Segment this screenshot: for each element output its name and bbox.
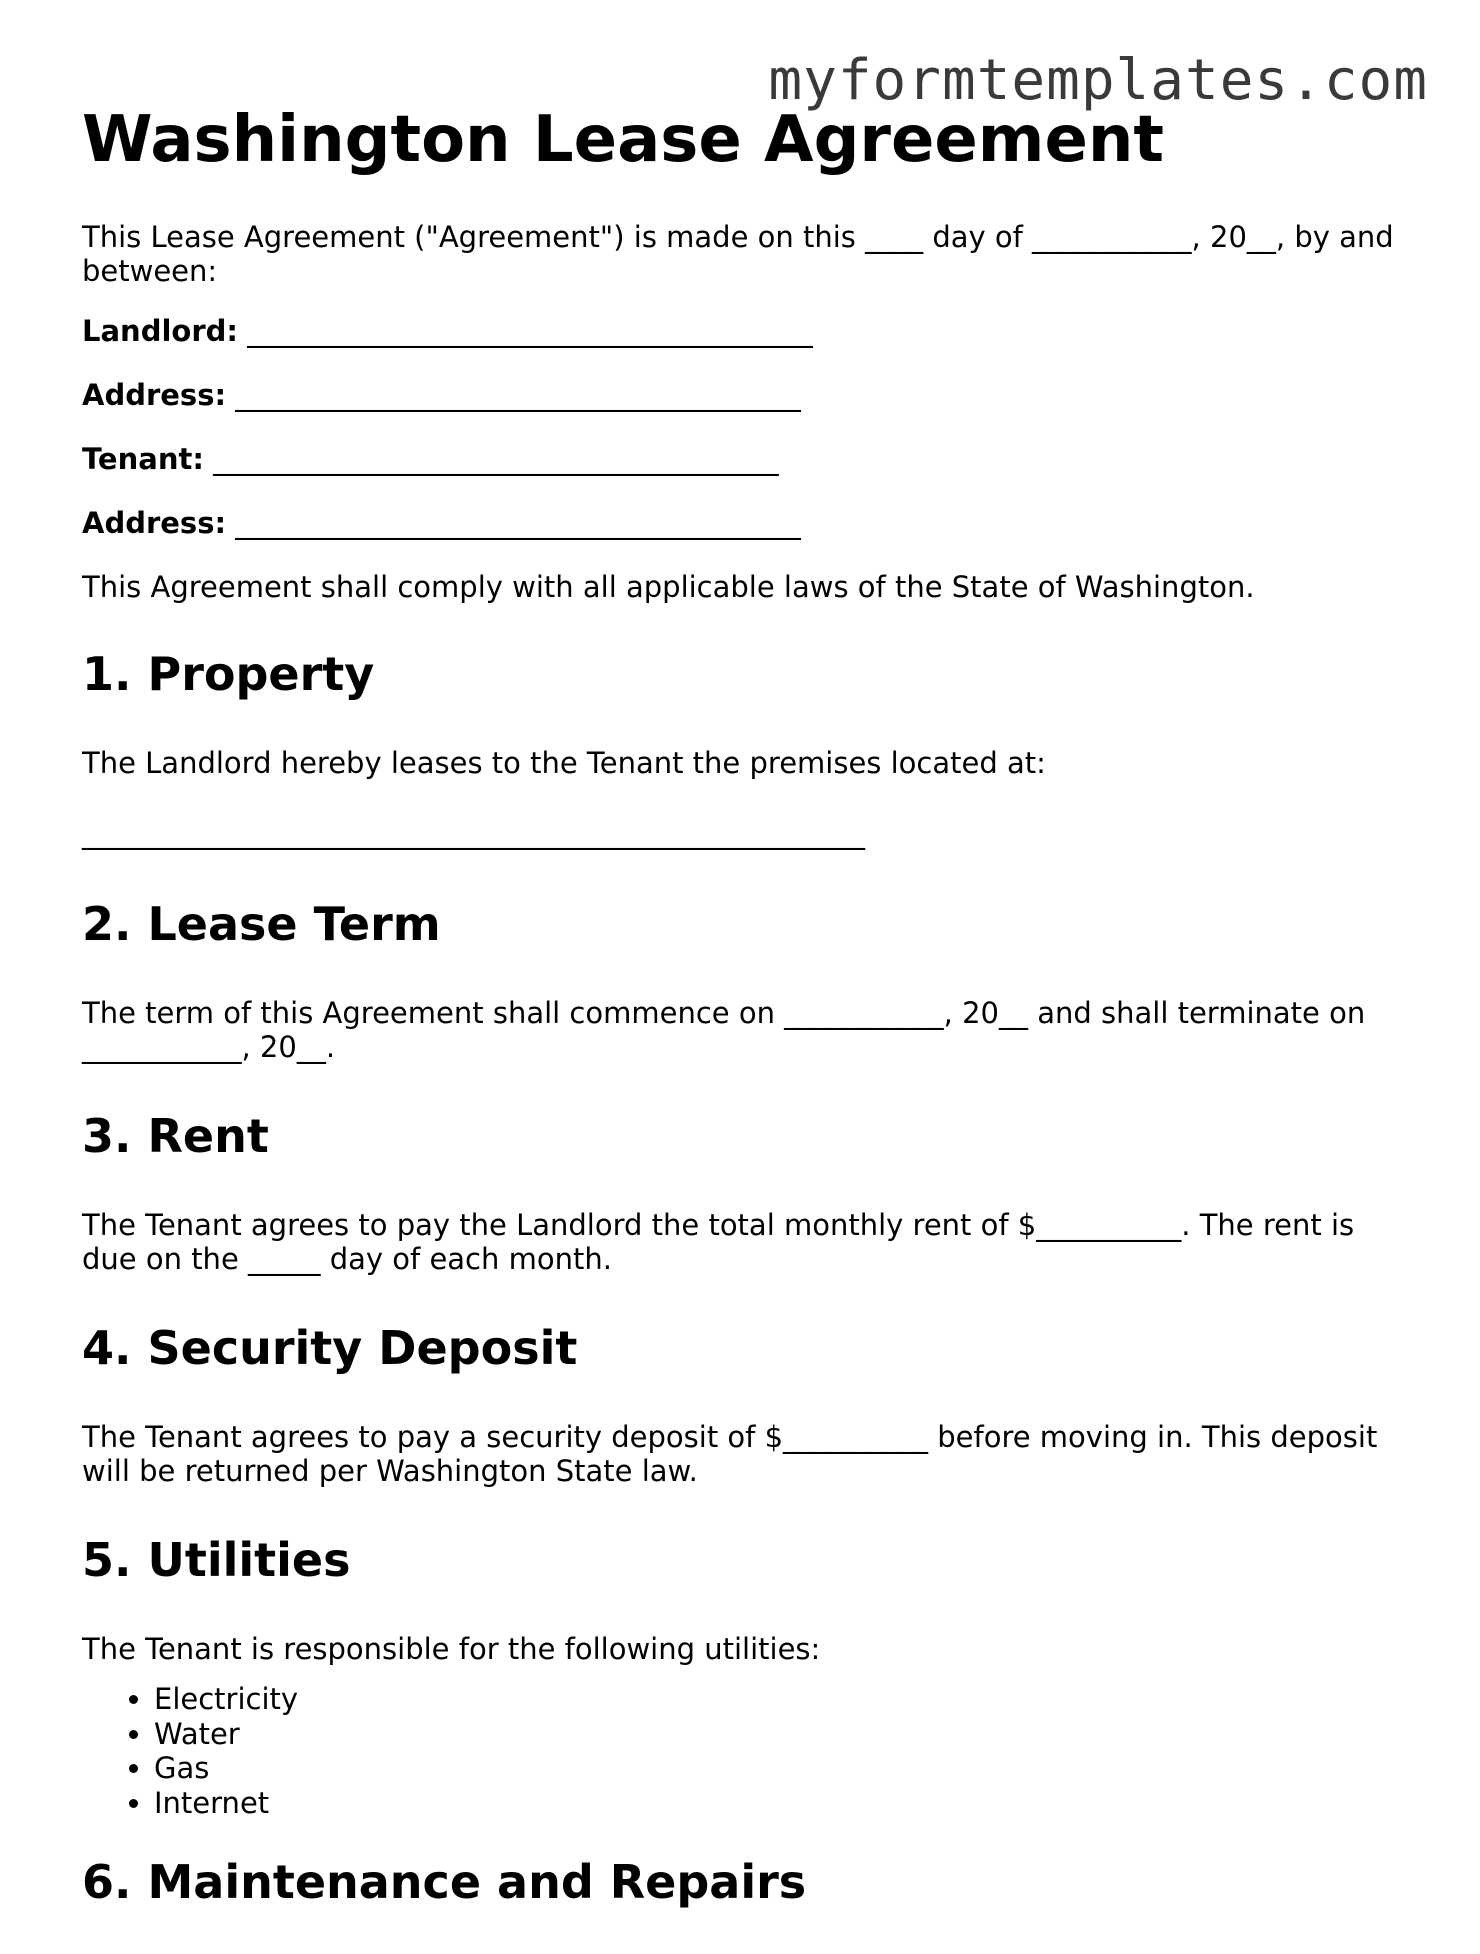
landlord-blank[interactable]: _______________________________________: [247, 314, 813, 348]
list-item: • Water: [154, 1717, 1412, 1752]
lease-term-text: The term of this Agreement shall commence on ___________, 20__ and shall terminate on ___________, 20__.: [82, 996, 1366, 1064]
landlord-field: [82, 314, 1412, 348]
tenant-address-blank[interactable]: _______________________________________: [235, 506, 801, 540]
section-heading-security-deposit: 4. Security Deposit: [82, 1321, 578, 1375]
document-title: Washington Lease Agreement: [82, 103, 1164, 177]
property-address-blank[interactable]: ______________________________________________________: [82, 816, 865, 850]
tenant-field: [82, 442, 1412, 476]
document-page: [82, 100, 1412, 1954]
property-text: The Landlord hereby leases to the Tenant the premises located at:: [82, 746, 1046, 780]
intro-paragraph: This Lease Agreement ("Agreement") is made on this ____ day of ___________, 20__, by and between:: [82, 220, 1394, 288]
rent-text: The Tenant agrees to pay the Landlord the total monthly rent of $__________. The rent is due on the _____ day of each month.: [82, 1208, 1355, 1276]
utilities-text: The Tenant is responsible for the following utilities:: [82, 1632, 821, 1666]
landlord-label: Landlord:: [82, 314, 238, 348]
section-heading-property: 1. Property: [82, 647, 375, 701]
list-item: • Internet: [154, 1786, 1412, 1821]
landlord-address-field: [82, 378, 1412, 412]
tenant-address-field: [82, 506, 1412, 540]
tenant-blank[interactable]: _______________________________________: [213, 442, 779, 476]
security-deposit-text: The Tenant agrees to pay a security deposit of $__________ before moving in. This deposit will be returned per Washington State law.: [82, 1420, 1378, 1488]
utilities-list: [82, 1682, 1412, 1820]
tenant-address-label: Address:: [82, 506, 227, 540]
list-item: • Gas: [154, 1751, 1412, 1786]
list-item: • Electricity: [154, 1682, 1412, 1717]
section-heading-rent: 3. Rent: [82, 1109, 269, 1163]
compliance-paragraph: This Agreement shall comply with all applicable laws of the State of Washington.: [82, 570, 1255, 604]
landlord-address-blank[interactable]: _______________________________________: [235, 378, 801, 412]
section-heading-maintenance: 6. Maintenance and Repairs: [82, 1855, 807, 1909]
tenant-label: Tenant:: [82, 442, 204, 476]
section-heading-utilities: 5. Utilities: [82, 1533, 351, 1587]
landlord-address-label: Address:: [82, 378, 227, 412]
section-heading-lease-term: 2. Lease Term: [82, 897, 441, 951]
watermark: myformtemplates.com: [768, 48, 1428, 113]
